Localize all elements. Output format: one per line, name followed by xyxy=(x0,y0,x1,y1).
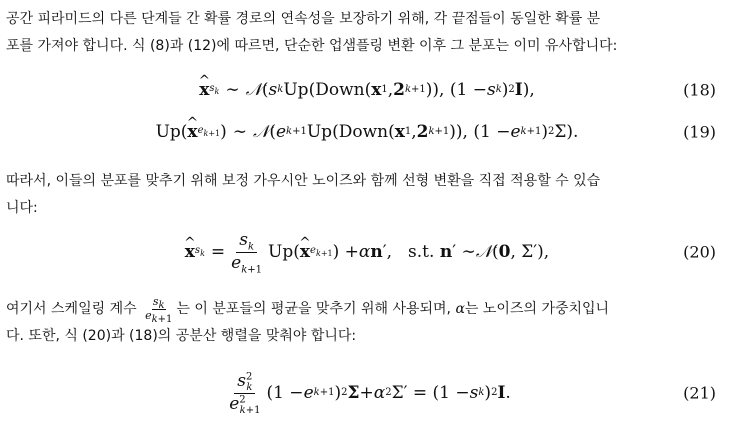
equation-18 xyxy=(0,70,734,110)
paragraph-line: 여기서 스케일링 계수 $\frac{s_k}{e_{k+1}}$ 는 이 분포들의 평균을 맞추기 위해 사용되며, α는 노이즈의 가중치입니 xyxy=(6,295,610,325)
paragraph-linear-transform xyxy=(6,168,728,222)
up-operator: Up xyxy=(306,122,333,142)
fraction-scale: $\frac{s_k}{e_{k+1}}$ xyxy=(231,229,263,275)
paragraph-line: 포를 가져야 합니다. 식 (8)과 (12)에 따르면, 단순한 업샘플링 변환 이후 그 분포는 이미 유사합니다: xyxy=(6,38,618,54)
paragraph-line: 따라서, 이들의 분포를 맞추기 위해 보정 가우시안 노이즈와 함께 선형 변환을 직접 적용할 수 있습 xyxy=(6,173,601,189)
up-operator: Up xyxy=(268,242,294,262)
equation-19-body: Up ( ^ x $e_{k+1}$ ) ∼ 𝒩 ( e k+1 Up ( Down ( x 1 , 2 k+1 )), (1 − e k+1 ) 2 Σ). xyxy=(0,112,734,152)
paragraph-line: 니다: xyxy=(6,200,38,216)
equation-number: (19) xyxy=(683,122,716,142)
equation-21 xyxy=(0,366,734,420)
such-that: s.t. xyxy=(408,242,435,262)
paragraph-line: 다. 또한, 식 (20)과 (18)의 공분산 행렬을 맞춰야 합니다: xyxy=(6,328,357,345)
paragraph-line: 공간 피라미드의 다른 단계들 간 확률 경로의 연속성을 보장하기 위해, 각 끝점들이 동일한 확률 분 xyxy=(6,11,601,27)
alpha-symbol: α xyxy=(455,301,465,318)
fraction-variance: $\frac{s^2_k}{e^2_{k+1}}$ xyxy=(229,370,261,416)
equation-18-body: ^ x $s_k$ ∼ 𝒩 ( s k Up ( Down ( x 1 , 2 k+1 )), (1 − s k ) 2 I ), xyxy=(0,70,734,110)
equation-19 xyxy=(0,112,734,152)
down-operator: Down xyxy=(338,122,389,142)
down-operator: Down xyxy=(315,80,365,100)
equation-20 xyxy=(0,228,734,276)
equation-number: (18) xyxy=(683,80,716,100)
paragraph-scaling xyxy=(6,296,728,350)
equation-number: (21) xyxy=(683,383,716,403)
equation-21-body: $\frac{s^2_k}{e^2_{k+1}}$ (1 − e k+1 ) 2 Σ + α 2 Σ′ = (1 − s k ) 2 I . xyxy=(0,366,734,420)
equation-20-body: ^ x $s_k$ = $\frac{s_k}{e_{k+1}}$ Up ( ^ x $e_{k+1}$ ) + α n ′, s.t. n ′ ∼ 𝒩 ( 0 , Σ′), xyxy=(0,228,734,276)
up-operator: Up xyxy=(283,80,309,100)
inline-fraction: $\frac{s_k}{e_{k+1}}$ xyxy=(145,295,173,325)
equation-number: (20) xyxy=(683,242,716,262)
up-operator: Up xyxy=(155,122,181,142)
paragraph-continuity xyxy=(6,6,728,60)
